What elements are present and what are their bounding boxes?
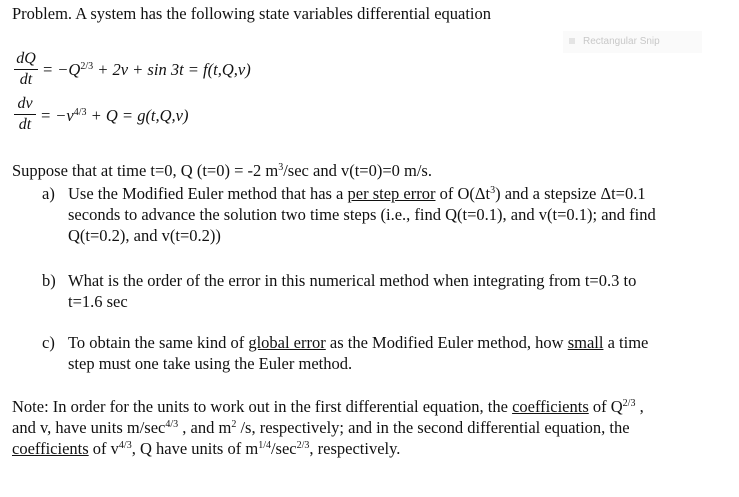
part-a-line-2: seconds to advance the solution two time steps (i.e., find Q(t=0.1), and v(t=0.1); and find	[68, 205, 656, 224]
part-a-l1b: of O(Δt	[435, 184, 491, 203]
eq1-func: f(t,Q,v)	[203, 60, 251, 79]
snip-icon	[569, 38, 575, 44]
note-l1b: of Q	[588, 397, 623, 416]
eq2-func: g(t,Q,v)	[137, 106, 189, 125]
eq1-rhs-b: + 2v + sin 3t =	[93, 60, 204, 79]
part-a-text	[68, 183, 656, 246]
eq2-rhs-a: = −v	[40, 106, 74, 125]
coefficients-term-2: coefficients	[12, 439, 89, 458]
eq2-numerator: dv	[17, 95, 33, 112]
part-b-text	[68, 270, 636, 312]
part-a-label: a)	[42, 184, 55, 203]
eq1-exp: 2/3	[80, 61, 94, 72]
small-term: small	[567, 333, 604, 352]
eq1-denominator: dt	[19, 71, 33, 88]
problem-title: Problem. A system has the following state variables differential equation	[12, 4, 492, 23]
eq2-fraction	[14, 95, 36, 134]
part-c-l1a: To obtain the same kind of	[68, 333, 249, 352]
suppose-statement	[12, 161, 432, 181]
global-error-term: global error	[248, 333, 326, 352]
note-l3-sup3: 2/3	[296, 440, 310, 451]
part-c-l1c: a time	[603, 333, 649, 352]
eq2-denominator: dt	[18, 116, 32, 133]
part-a-sup: 3	[490, 185, 496, 196]
eq2-exp: 4/3	[73, 107, 87, 118]
suppose-sup: 3	[278, 162, 284, 173]
part-a-l1a: Use the Modified Euler method that has a	[68, 184, 348, 203]
note-line-3	[12, 438, 644, 459]
equation-1	[42, 60, 251, 80]
note-paragraph	[12, 396, 644, 459]
part-b-label: b)	[42, 271, 56, 290]
equation-2	[40, 106, 189, 126]
part-a-line-3: Q(t=0.2), and v(t=0.2))	[68, 226, 221, 245]
part-b-line-1: What is the order of the error in this numerical method when integrating from t=0.3 to	[68, 271, 637, 290]
note-l2a: and v, have units m/sec	[12, 418, 166, 437]
part-c-line-1	[68, 332, 648, 353]
eq1-rhs-a: = −Q	[42, 60, 81, 79]
note-l3d: , respectively.	[309, 439, 401, 458]
note-l3c: /sec	[270, 439, 297, 458]
eq2-rhs-b: + Q =	[86, 106, 138, 125]
eq2-fraction-bar	[14, 114, 36, 115]
note-l2-sup: 4/3	[165, 419, 179, 430]
note-l2c: /s, respectively; and in the second differential equation, the	[236, 418, 630, 437]
note-line-1	[12, 396, 644, 417]
per-step-error-term: per step error	[347, 184, 436, 203]
note-line-2	[12, 417, 644, 438]
eq1-fraction	[14, 50, 38, 89]
part-b-line-2: t=1.6 sec	[68, 292, 128, 311]
coefficients-term-1: coefficients	[512, 397, 589, 416]
note-l3a: of v	[88, 439, 119, 458]
part-c-text	[68, 332, 648, 374]
note-l1-sup: 2/3	[622, 398, 636, 409]
note-l1c: ,	[635, 397, 644, 416]
part-c-line-2: step must one take using the Euler method.	[68, 354, 353, 373]
note-l1a: Note: In order for the units to work out in the first differential equation, the	[12, 397, 513, 416]
eq1-numerator: dQ	[16, 50, 36, 67]
suppose-text-2: /sec and v(t=0)=0 m/s.	[283, 161, 432, 180]
note-l2b: , and m	[178, 418, 232, 437]
part-a-line-1	[68, 183, 656, 204]
part-c-label: c)	[42, 333, 55, 352]
rectangular-snip-overlay[interactable]	[563, 31, 702, 53]
part-a-l1c: ) and a stepsize Δt=0.1	[495, 184, 646, 203]
note-l3b: , Q have units of m	[131, 439, 259, 458]
note-l3-sup: 4/3	[118, 440, 132, 451]
suppose-text-1: Suppose that at time t=0, Q (t=0) = -2 m	[12, 161, 279, 180]
eq1-fraction-bar	[14, 69, 38, 70]
note-l3-sup2: 1/4	[258, 440, 271, 451]
part-c-l1b: as the Modified Euler method, how	[325, 333, 568, 352]
snip-label: Rectangular Snip	[583, 36, 660, 47]
note-l2-sup2: 2	[231, 419, 237, 430]
